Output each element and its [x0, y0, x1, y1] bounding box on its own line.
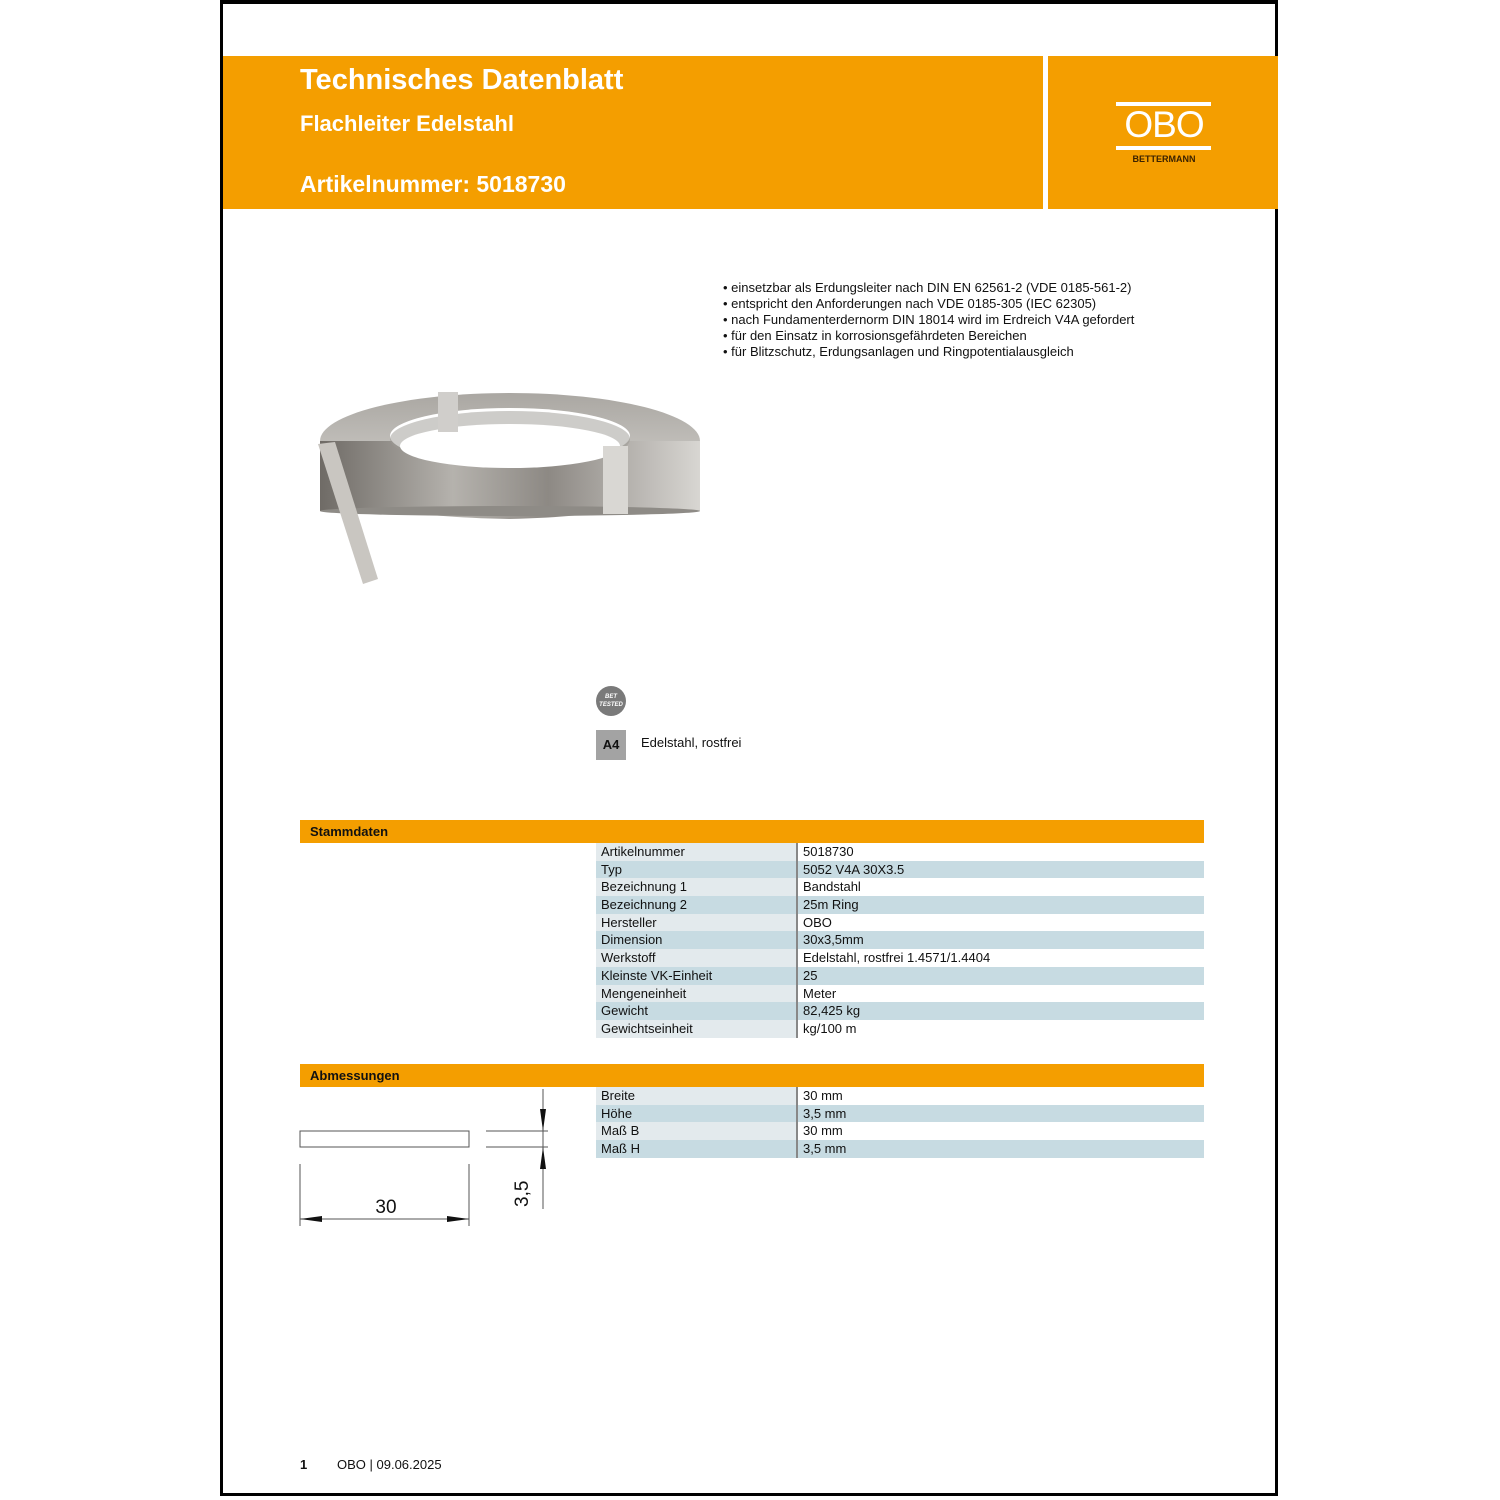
logo-bottom-bar: [1116, 146, 1211, 150]
datasheet-page: [220, 0, 1278, 1496]
product-image-coil: [303, 384, 703, 594]
table-row: Artikelnummer 5018730: [596, 843, 1204, 861]
table-row: Gewichtseinheit kg/100 m: [596, 1020, 1204, 1038]
product-name: Flachleiter Edelstahl: [300, 111, 514, 136]
section-header-stammdaten: Stammdaten: [300, 820, 1204, 843]
header-divider: [1043, 56, 1048, 209]
feature-item: • nach Fundamenterdernorm DIN 18014 wird im Erdreich V4A gefordert: [723, 312, 1135, 327]
logo-subtitle: BETTERMANN: [1132, 154, 1196, 164]
article-number-heading: Artikelnummer: 5018730: [300, 171, 566, 197]
material-description: Edelstahl, rostfrei: [641, 735, 742, 750]
feature-list: [723, 280, 1134, 360]
page-number: 1: [300, 1457, 308, 1472]
table-row: Typ 5052 V4A 30X3.5: [596, 861, 1204, 879]
table-row: Höhe 3,5 mm: [596, 1105, 1204, 1123]
table-row: Maß B 30 mm: [596, 1122, 1204, 1140]
feature-item: • für Blitzschutz, Erdungsanlagen und Ringpotentialausgleich: [723, 344, 1074, 359]
logo-brand: OBO: [1124, 104, 1204, 145]
section-header-abmessungen: Abmessungen: [300, 1064, 1204, 1087]
svg-text:30: 30: [375, 1197, 397, 1218]
table-row: Gewicht 82,425 kg: [596, 1002, 1204, 1020]
feature-item: • einsetzbar als Erdungsleiter nach DIN EN 62561-2 (VDE 0185-561-2): [723, 280, 1132, 295]
material-code-badge: A4: [596, 730, 626, 760]
abmessungen-table: [596, 1087, 1204, 1158]
dimension-drawing: [298, 1089, 558, 1234]
svg-text:3,5: 3,5: [512, 1180, 533, 1207]
table-row: Breite 30 mm: [596, 1087, 1204, 1105]
table-row: Kleinste VK-Einheit 25: [596, 967, 1204, 985]
stammdaten-table: [596, 843, 1204, 1038]
feature-item: • für den Einsatz in korrosionsgefährdeten Bereichen: [723, 328, 1027, 343]
table-row: Bezeichnung 2 25m Ring: [596, 896, 1204, 914]
obo-logo: [1116, 102, 1216, 166]
tested-certificate-icon: BET TESTED: [596, 686, 626, 716]
table-row: Bezeichnung 1 Bandstahl: [596, 878, 1204, 896]
table-row: Dimension 30x3,5mm: [596, 931, 1204, 949]
table-row: Werkstoff Edelstahl, rostfrei 1.4571/1.4404: [596, 949, 1204, 967]
table-row: Mengeneinheit Meter: [596, 985, 1204, 1003]
table-row: Hersteller OBO: [596, 914, 1204, 932]
feature-item: • entspricht den Anforderungen nach VDE 0185-305 (IEC 62305): [723, 296, 1097, 311]
table-row: Maß H 3,5 mm: [596, 1140, 1204, 1158]
page-title: Technisches Datenblatt: [300, 64, 624, 96]
footer-text: OBO | 09.06.2025: [337, 1457, 442, 1472]
